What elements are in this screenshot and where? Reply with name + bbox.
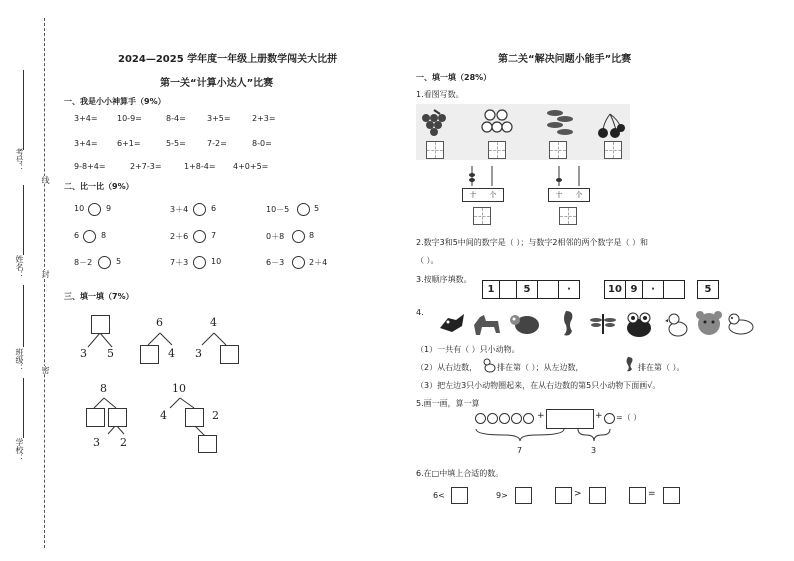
small-seahorse-icon <box>624 356 636 373</box>
cherries-icon <box>596 112 626 140</box>
q5-circle <box>499 413 510 424</box>
seq-cell[interactable]: 1 <box>482 280 500 299</box>
tree-part: 2 <box>212 409 219 422</box>
tree-blank-part[interactable] <box>86 408 105 427</box>
compare-left: 6－3 <box>266 258 285 267</box>
tree-blank-part[interactable] <box>140 345 159 364</box>
seq-cell[interactable] <box>537 280 559 299</box>
abacus-2-answer-box[interactable] <box>559 207 577 225</box>
compare-left: 10－5 <box>266 205 290 214</box>
abacus-ones-label: 个 <box>575 191 583 199</box>
right-title: 第二关“解决问题小能手”比赛 <box>498 54 632 65</box>
seq-cell[interactable]: · <box>642 280 664 299</box>
tree-whole: 6 <box>156 316 163 329</box>
q5-braces <box>474 427 624 443</box>
q6-blank[interactable] <box>451 487 468 504</box>
q6-blank[interactable] <box>589 487 606 504</box>
exam-number-label: 考号： <box>15 148 24 172</box>
compare-right: 6 <box>211 204 217 213</box>
q5-draw-box[interactable] <box>546 409 594 429</box>
problem: 3+4= <box>74 139 98 148</box>
tree-part: 2 <box>120 436 127 449</box>
compare-right: 7 <box>211 231 217 240</box>
q5-circle <box>604 413 615 424</box>
bear-icon <box>694 309 724 339</box>
chick-icon <box>665 310 689 338</box>
q5-plus: + <box>537 411 545 421</box>
q1-answer-box[interactable] <box>488 141 506 159</box>
q6-blank[interactable] <box>629 487 646 504</box>
apples-icon <box>480 106 514 140</box>
problem: 9-8+4= <box>74 162 106 171</box>
tree-part: 3 <box>80 347 87 360</box>
abacus-2-base <box>548 188 590 202</box>
q6-blank[interactable] <box>555 487 572 504</box>
compare-right: 2＋4 <box>309 258 328 267</box>
abacus-1-answer-box[interactable] <box>473 207 491 225</box>
tree-part: 5 <box>107 347 114 360</box>
compare-right: 9 <box>106 204 112 213</box>
compare-left: 7＋3 <box>170 258 189 267</box>
abacus-tens-label: 十 <box>469 191 477 199</box>
seq-cell[interactable]: 5 <box>516 280 538 299</box>
fish-icon <box>543 107 577 139</box>
q4-line3: （3）把左边3只小动物圈起来，在从右边数的第5只小动物下面画√。 <box>416 381 661 390</box>
tree-blank-part[interactable] <box>220 345 239 364</box>
seq-cell[interactable]: 10 <box>604 280 626 299</box>
dog-icon <box>726 311 756 337</box>
horse-icon <box>470 311 504 339</box>
q5-circle <box>511 413 522 424</box>
dragonfly-icon <box>590 312 616 336</box>
q1-label: 1.看图写数。 <box>416 90 464 99</box>
tree-part: 3 <box>195 347 202 360</box>
sec3-heading: 三、填一填（7%） <box>64 292 134 301</box>
tree-whole: 10 <box>172 382 186 395</box>
compare-right: 8 <box>101 231 107 240</box>
right-sec1-heading: 一、填一填（28%） <box>416 73 492 82</box>
q2-line2: （ ）。 <box>416 256 439 265</box>
mark-line: 线 <box>41 176 50 184</box>
q5-equals: =（ ） <box>616 413 642 422</box>
turtle-icon <box>507 310 545 338</box>
class-label: 班级： <box>15 348 24 372</box>
q5-circle <box>475 413 486 424</box>
q3-label: 3.按顺序填数。 <box>416 275 472 284</box>
q5-total-right: 3 <box>591 446 597 455</box>
compare-right: 10 <box>211 257 222 266</box>
problem: 6+1= <box>117 139 141 148</box>
q5-circle <box>523 413 534 424</box>
q5-plus-2: + <box>595 411 603 421</box>
problem: 4+0+5= <box>233 162 269 171</box>
abacus-ones-label: 个 <box>489 191 497 199</box>
abacus-1-base <box>462 188 504 202</box>
q4-label: 4. <box>416 308 424 317</box>
seq-cell[interactable]: · <box>558 280 580 299</box>
q6-blank[interactable] <box>515 487 532 504</box>
q4-line2c: 排在第（ ）。 <box>638 363 685 372</box>
tree-blank-part[interactable] <box>185 408 204 427</box>
tree-whole: 8 <box>100 382 107 395</box>
problem: 5-5= <box>166 139 186 148</box>
abacus-tens-label: 十 <box>555 191 563 199</box>
problem: 1+8-4= <box>184 162 216 171</box>
compare-right: 5 <box>314 204 320 213</box>
compare-left: 6 <box>74 231 80 240</box>
problem: 3+5= <box>207 114 231 123</box>
school-label: 学校： <box>15 438 24 462</box>
compare-left: 3＋4 <box>170 205 189 214</box>
q6-prefix: 9> <box>496 491 508 500</box>
frog-icon <box>624 310 654 338</box>
compare-left: 2＋6 <box>170 232 189 241</box>
sec1-heading: 一、我是小小神算手（9%） <box>64 97 166 106</box>
left-subtitle: 第一关“计算小达人”比赛 <box>160 78 274 89</box>
q2-line1: 2.数字3和5中间的数字是（ ）；与数字2相邻的两个数字是（ ）和 <box>416 238 648 247</box>
small-chick-icon <box>482 357 496 373</box>
compare-left: 8－2 <box>74 258 93 267</box>
compare-right: 5 <box>116 257 122 266</box>
q6-label: 6.在□中填上合适的数。 <box>416 469 504 478</box>
tree-blank-top[interactable] <box>91 315 110 334</box>
problem: 7-2= <box>207 139 227 148</box>
mark-seal: 封 <box>41 270 50 278</box>
problem: 8-4= <box>166 114 186 123</box>
seq-cell[interactable]: 5 <box>697 280 719 299</box>
problem: 8-0= <box>252 139 272 148</box>
seq-cell[interactable] <box>663 280 685 299</box>
compare-left: 10 <box>74 204 85 213</box>
q4-line2a: （2）从右边数， <box>416 363 478 372</box>
tree-part: 3 <box>93 436 100 449</box>
seahorse-icon <box>558 309 580 339</box>
problem: 2+3= <box>252 114 276 123</box>
q6-operator: = <box>648 489 656 499</box>
tree-part: 4 <box>168 347 175 360</box>
seq-cell[interactable]: 9 <box>625 280 643 299</box>
compare-left: 0＋8 <box>266 232 285 241</box>
crow-icon <box>438 312 468 336</box>
problem: 2+7-3= <box>130 162 162 171</box>
name-label: 姓名： <box>15 255 24 279</box>
left-title: 2024—2025 学年度一年级上册数学闯关大比拼 <box>118 54 338 65</box>
q6-operator: > <box>574 489 582 499</box>
q6-prefix: 6< <box>433 491 445 500</box>
tree-part: 4 <box>160 409 167 422</box>
q1-answer-box[interactable] <box>604 141 622 159</box>
q5-total-left: 7 <box>517 446 523 455</box>
q5-label: 5.画一画，算一算 <box>416 399 480 408</box>
compare-right: 8 <box>309 231 315 240</box>
sec2-heading: 二、比一比（9%） <box>64 182 134 191</box>
q1-answer-box[interactable] <box>426 141 444 159</box>
q1-answer-box[interactable] <box>549 141 567 159</box>
tree-whole: 4 <box>210 316 217 329</box>
q4-line1: （1）一共有（ ）只小动物。 <box>416 345 520 354</box>
abacus-1-icon <box>458 164 504 190</box>
problem: 3+4= <box>74 114 98 123</box>
q6-blank[interactable] <box>663 487 680 504</box>
q5-circle <box>487 413 498 424</box>
abacus-2-icon <box>545 164 591 190</box>
seq-cell[interactable] <box>499 280 517 299</box>
grapes-icon <box>418 108 450 140</box>
problem: 10-9= <box>117 114 142 123</box>
tree-blank-part[interactable] <box>108 408 127 427</box>
tree-blank-part[interactable] <box>198 435 217 453</box>
q4-line2b: 排在第（ ）；从左边数， <box>497 363 584 372</box>
mark-secret: 密 <box>41 366 50 374</box>
